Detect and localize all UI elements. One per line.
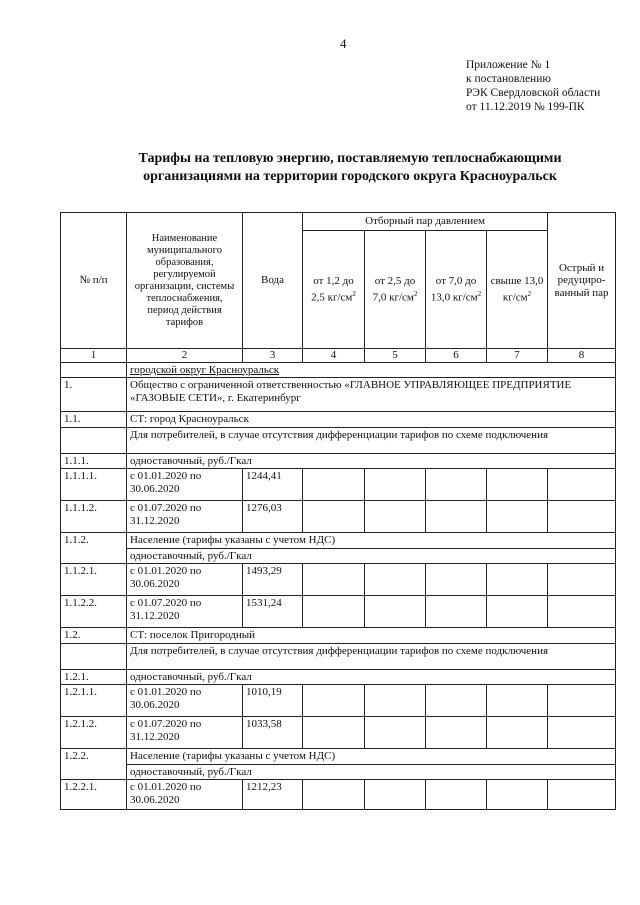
- table-cell: [365, 564, 426, 596]
- table-cell: [426, 564, 487, 596]
- table-cell: [365, 685, 426, 717]
- tariff-period: с 01.01.2020 по 30.06.2020: [127, 780, 243, 810]
- column-number: 6: [426, 349, 487, 363]
- superscript: 2: [352, 289, 356, 298]
- table-cell: [61, 362, 127, 378]
- appendix-note: [466, 58, 600, 114]
- row-number: 1.1.2.1.: [61, 564, 127, 596]
- row-number: 1.2.1.1.: [61, 685, 127, 717]
- header-name: Наименование муниципального образования, регулируемой организации, системы теплоснабжения, период действия тарифов: [127, 213, 243, 349]
- water-tariff-value: 1244,41: [243, 469, 303, 501]
- rate-type: одноставочный, руб./Гкал: [127, 548, 616, 564]
- row-number: 1.: [61, 378, 127, 412]
- table-cell: [365, 717, 426, 749]
- table-cell: [548, 780, 616, 810]
- appendix-line: от 11.12.2019 № 199-ПК: [466, 101, 585, 113]
- column-number: 8: [548, 349, 616, 363]
- water-tariff-value: 1212,23: [243, 780, 303, 810]
- table-cell: [426, 780, 487, 810]
- row-number: 1.1.: [61, 412, 127, 428]
- tariff-period: с 01.07.2020 по 31.12.2020: [127, 501, 243, 533]
- table-cell: [365, 501, 426, 533]
- tariff-period: с 01.01.2020 по 30.06.2020: [127, 685, 243, 717]
- superscript: 2: [413, 289, 418, 298]
- tariff-period: с 01.07.2020 по 31.12.2020: [127, 717, 243, 749]
- table-cell: [548, 501, 616, 533]
- water-tariff-value: 1276,03: [243, 501, 303, 533]
- header-pressure-1-label: от 1,2 до 2,5 кг/см: [311, 275, 354, 304]
- table-cell: [303, 717, 365, 749]
- table-cell: [303, 780, 365, 810]
- header-water: Вода: [243, 213, 303, 349]
- appendix-line: РЭК Свердловской области: [466, 87, 601, 99]
- header-sharp-steam: Острый и редуциро-ванный пар: [548, 213, 616, 349]
- table-cell: [487, 501, 548, 533]
- table-cell: [303, 596, 365, 628]
- row-number: 1.1.1.1.: [61, 469, 127, 501]
- rate-type: одноставочный, руб./Гкал: [127, 453, 616, 469]
- row-number: 1.2.1.: [61, 669, 127, 685]
- water-tariff-value: 1493,29: [243, 564, 303, 596]
- table-cell: [548, 685, 616, 717]
- page-number: 4: [340, 36, 347, 51]
- tariff-period: с 01.01.2020 по 30.06.2020: [127, 469, 243, 501]
- table-cell: [303, 685, 365, 717]
- consumer-group: Население (тарифы указаны с учетом НДС): [127, 749, 616, 765]
- row-number: 1.1.1.: [61, 453, 127, 469]
- consumer-group: Для потребителей, в случае отсутствия дифференциации тарифов по схеме подключения: [127, 427, 616, 453]
- table-cell: [365, 780, 426, 810]
- row-number: 1.2.: [61, 628, 127, 644]
- water-tariff-value: 1033,58: [243, 717, 303, 749]
- column-number: 3: [243, 349, 303, 363]
- table-cell: [426, 717, 487, 749]
- column-number: 5: [365, 349, 426, 363]
- heat-system-name: СТ: поселок Пригородный: [127, 628, 616, 644]
- table-cell: [487, 469, 548, 501]
- table-cell: [365, 596, 426, 628]
- row-number: 1.2.2.: [61, 749, 127, 780]
- header-steam-group: Отборный пар давлением: [303, 213, 548, 231]
- row-number: 1.2.2.1.: [61, 780, 127, 810]
- header-pressure-3: [426, 231, 487, 349]
- appendix-line: Приложение № 1: [466, 59, 551, 71]
- organization-name: Общество с ограниченной ответственностью «ГЛАВНОЕ УПРАВЛЯЮЩЕЕ ПРЕДПРИЯТИЕ «ГАЗОВЫЕ СЕТИ», г. Екатеринбург: [127, 378, 616, 412]
- water-tariff-value: 1531,24: [243, 596, 303, 628]
- tariff-period: с 01.07.2020 по 31.12.2020: [127, 596, 243, 628]
- table-cell: [487, 596, 548, 628]
- row-number: 1.1.1.2.: [61, 501, 127, 533]
- rate-type: одноставочный, руб./Гкал: [127, 764, 616, 780]
- table-cell: [426, 685, 487, 717]
- appendix-line: к постановлению: [466, 73, 551, 85]
- document-title: [60, 150, 640, 186]
- table-cell: [365, 469, 426, 501]
- header-number: № п/п: [61, 213, 127, 349]
- table-cell: [548, 564, 616, 596]
- table-cell: [303, 469, 365, 501]
- title-line: Тарифы на тепловую энергию, поставляемую теплоснабжающими: [138, 151, 562, 166]
- table-cell: [548, 717, 616, 749]
- consumer-group: Для потребителей, в случае отсутствия дифференциации тарифов по схеме подключения: [127, 643, 616, 669]
- table-cell: [487, 717, 548, 749]
- table-cell: [487, 780, 548, 810]
- title-line: организациями на территории городского округа Красноуральск: [143, 169, 557, 184]
- table-cell: [548, 469, 616, 501]
- table-cell: [303, 564, 365, 596]
- table-cell: [426, 596, 487, 628]
- table-cell: [426, 469, 487, 501]
- district-name: городской округ Красноуральск: [127, 362, 616, 378]
- superscript: 2: [477, 289, 482, 298]
- column-number: 7: [487, 349, 548, 363]
- tariff-period: с 01.01.2020 по 30.06.2020: [127, 564, 243, 596]
- header-pressure-2: [365, 231, 426, 349]
- header-pressure-4-label: свыше 13,0 кг/см: [490, 275, 544, 304]
- table-cell: [303, 501, 365, 533]
- row-number: 1.1.2.: [61, 533, 127, 564]
- table-cell: [61, 427, 127, 453]
- tariff-table: [60, 212, 616, 810]
- header-pressure-3-label: от 7,0 до 13,0 кг/см: [430, 275, 478, 304]
- superscript: 2: [527, 289, 532, 298]
- table-cell: [426, 501, 487, 533]
- water-tariff-value: 1010,19: [243, 685, 303, 717]
- table-cell: [548, 596, 616, 628]
- row-number: 1.2.1.2.: [61, 717, 127, 749]
- column-number: 4: [303, 349, 365, 363]
- header-pressure-1: [303, 231, 365, 349]
- table-cell: [487, 685, 548, 717]
- header-pressure-4: [487, 231, 548, 349]
- heat-system-name: СТ: город Красноуральск: [127, 412, 616, 428]
- row-number: 1.1.2.2.: [61, 596, 127, 628]
- column-number: 1: [61, 349, 127, 363]
- rate-type: одноставочный, руб./Гкал: [127, 669, 616, 685]
- header-pressure-2-label: от 2,5 до 7,0 кг/см: [372, 275, 416, 304]
- table-cell: [61, 643, 127, 669]
- column-number: 2: [127, 349, 243, 363]
- consumer-group: Население (тарифы указаны с учетом НДС): [127, 533, 616, 549]
- table-cell: [487, 564, 548, 596]
